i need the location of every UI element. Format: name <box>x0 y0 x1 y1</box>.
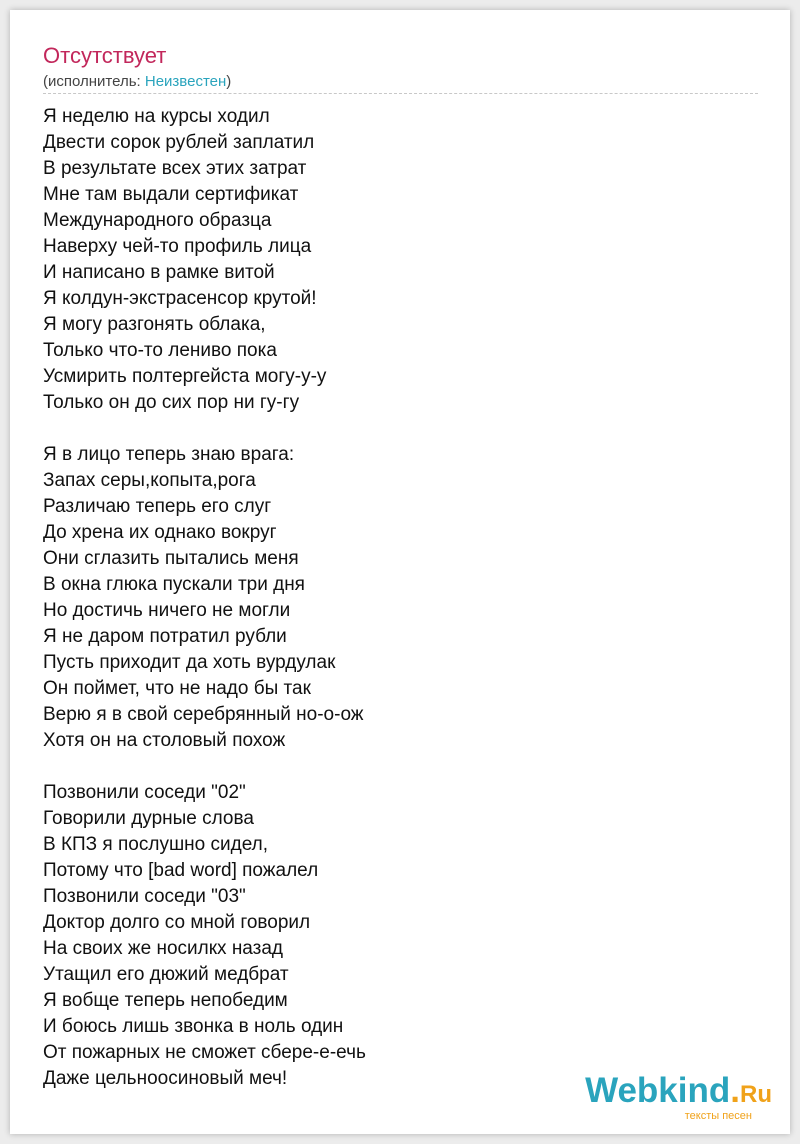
lyric-line: На своих же носилкх назад <box>43 938 284 959</box>
lyric-line: Двести сорок рублей заплатил <box>43 132 315 153</box>
stanza-gap <box>43 416 366 442</box>
lyric-line: Даже цельноосиновый меч! <box>43 1068 288 1089</box>
lyric-line: Хотя он на столовый похож <box>43 730 286 751</box>
logo-tld: Ru <box>740 1081 772 1108</box>
lyric-line: В КПЗ я послушно сидел, <box>43 834 269 855</box>
lyric-line: Я не даром потратил рубли <box>43 626 287 647</box>
lyric-line: Потому что [bad word] пожалел <box>43 860 319 881</box>
lyric-line: Только что-то лениво пока <box>43 340 277 361</box>
lyric-line: Я неделю на курсы ходил <box>43 106 270 127</box>
lyric-line: От пожарных не сможет сбере-е-ечь <box>43 1042 366 1063</box>
lyric-line: Но достичь ничего не могли <box>43 600 291 621</box>
lyric-line: Я могу разгонять облака, <box>43 314 266 335</box>
lyrics-body <box>43 104 366 1092</box>
artist-link[interactable]: Неизвестен <box>144 73 227 90</box>
lyric-line: Пусть приходит да хоть вурдулак <box>43 652 336 673</box>
lyric-line: Международного образца <box>43 210 272 231</box>
lyric-line: В окна глюка пускали три дня <box>43 574 305 595</box>
lyric-line: До хрена их однако вокруг <box>43 522 277 543</box>
artist-suffix: ) <box>226 73 232 90</box>
lyric-line: Утащил его дюжий медбрат <box>43 964 289 985</box>
lyric-line: Позвонили соседи "03" <box>43 886 246 907</box>
lyric-line: Доктор долго со мной говорил <box>43 912 311 933</box>
artist-line <box>43 72 231 92</box>
lyric-line: И написано в рамке витой <box>43 262 275 283</box>
lyric-line: Говорили дурные слова <box>43 808 254 829</box>
lyric-line: И боюсь лишь звонка в ноль один <box>43 1016 344 1037</box>
lyric-line: Верю я в свой серебрянный но-о-ож <box>43 704 364 725</box>
lyric-line: В результате всех этих затрат <box>43 158 307 179</box>
header-divider <box>43 93 758 94</box>
logo-name: Webkind <box>585 1071 731 1110</box>
lyric-line: Я в лицо теперь знаю врага: <box>43 444 295 465</box>
lyric-line: Я колдун-экстрасенсор крутой! <box>43 288 317 309</box>
logo-tagline: тексты песен <box>684 1110 752 1122</box>
lyric-line: Он поймет, что не надо бы так <box>43 678 311 699</box>
lyric-line: Мне там выдали сертификат <box>43 184 299 205</box>
lyric-line: Только он до сих пор ни гу-гу <box>43 392 300 413</box>
lyric-line: Они сглазить пытались меня <box>43 548 299 569</box>
lyric-line: Наверху чей-то профиль лица <box>43 236 312 257</box>
lyric-line: Я вобще теперь непобедим <box>43 990 288 1011</box>
logo-wordmark <box>585 1073 772 1113</box>
song-title: Отсутствует <box>43 43 167 68</box>
webkind-logo[interactable] <box>585 1073 772 1122</box>
artist-prefix: (исполнитель: <box>43 73 145 90</box>
lyric-line: Запах серы,копыта,рога <box>43 470 256 491</box>
logo-dot: . <box>730 1071 740 1110</box>
lyric-line: Позвонили соседи "02" <box>43 782 246 803</box>
lyric-line: Различаю теперь его слуг <box>43 496 272 517</box>
lyric-line: Усмирить полтергейста могу-у-у <box>43 366 327 387</box>
stanza-gap <box>43 754 366 780</box>
